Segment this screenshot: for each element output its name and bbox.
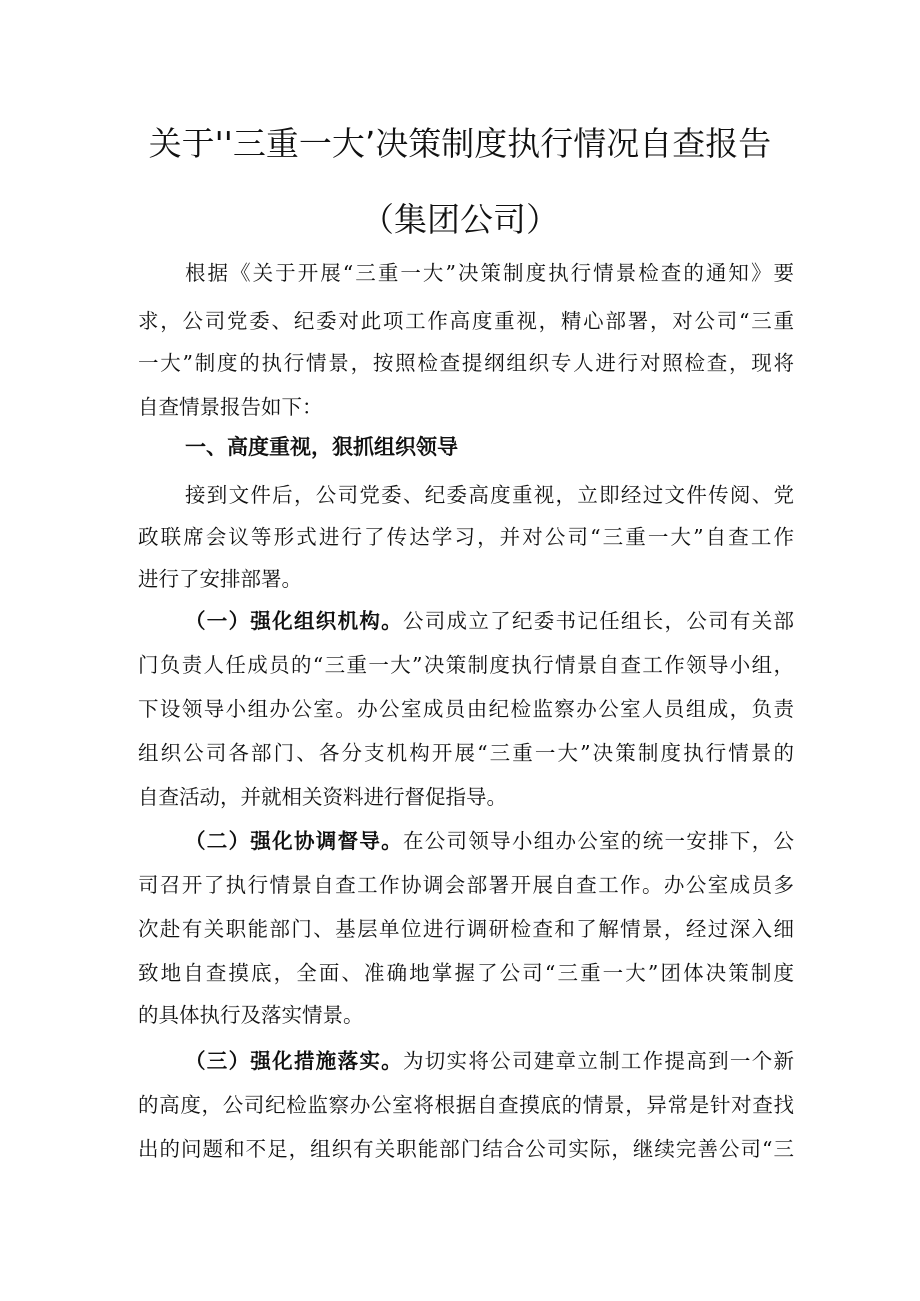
paragraph-line (185, 606, 794, 636)
paragraph-line: 进行了安排部署。 (138, 567, 302, 591)
paragraph-line: 下设领导小组办公室。办公室成员由纪检监察办公室人员组成，负责 (138, 697, 794, 721)
paragraph-line (185, 1046, 794, 1076)
item-text: 在公司领导小组办公室的统一安排下，公 (402, 829, 795, 853)
item-text: 公司成立了纪委书记任组长，公司有关部 (402, 609, 795, 633)
intro-line: 自查情景报告如下： (138, 395, 323, 419)
paragraph-line: 接到文件后，公司党委、纪委高度重视，立即经过文件传阅、党 (185, 483, 794, 507)
item-text: 为切实将公司建章立制工作提高到一个新 (402, 1049, 795, 1073)
paragraph-line: 出的问题和不足，组织有关职能部门结合公司实际，继续完善公司“三 (138, 1137, 794, 1161)
intro-line: 根据《关于开展“三重一大”决策制度执行情景检查的通知》要 (185, 261, 794, 285)
paragraph-line: 司召开了执行情景自查工作协调会部署开展自查工作。办公室成员多 (138, 873, 794, 897)
intro-line: 求，公司党委、纪委对此项工作高度重视，精心部署，对公司“三重 (138, 309, 794, 333)
item-label: （三）强化措施落实。 (185, 1049, 403, 1073)
paragraph-line: 致地自查摸底，全面、准确地掌握了公司“三重一大”团体决策制度 (138, 961, 794, 985)
paragraph-line: 政联席会议等形式进行了传达学习，并对公司“三重一大”自查工作 (138, 525, 794, 549)
paragraph-line: 次赴有关职能部门、基层单位进行调研检查和了解情景，经过深入细 (138, 917, 794, 941)
document-title: 关于''三重一大’决策制度执行情况自查报告 (148, 124, 772, 163)
paragraph-line (185, 826, 794, 856)
paragraph-line: 自查活动，并就相关资料进行督促指导。 (138, 785, 507, 809)
paragraph-line: 组织公司各部门、各分支机构开展“三重一大”决策制度执行情景的 (138, 741, 794, 765)
item-label: （二）强化协调督导。 (185, 829, 403, 853)
intro-line: 一大”制度的执行情景，按照检查提纲组织专人进行对照检查，现将 (138, 351, 794, 375)
paragraph-line: 门负责人任成员的“三重一大”决策制度执行情景自查工作领导小组， (138, 653, 794, 677)
document-subtitle: （集团公司） (361, 200, 559, 239)
item-label: （一）强化组织机构。 (185, 609, 403, 633)
section-heading: 一、高度重视，狠抓组织领导 (185, 435, 458, 459)
paragraph-line: 的具体执行及落实情景。 (138, 1003, 364, 1027)
paragraph-line: 的高度，公司纪检监察办公室将根据自查摸底的情景，异常是针对查找 (138, 1093, 794, 1117)
